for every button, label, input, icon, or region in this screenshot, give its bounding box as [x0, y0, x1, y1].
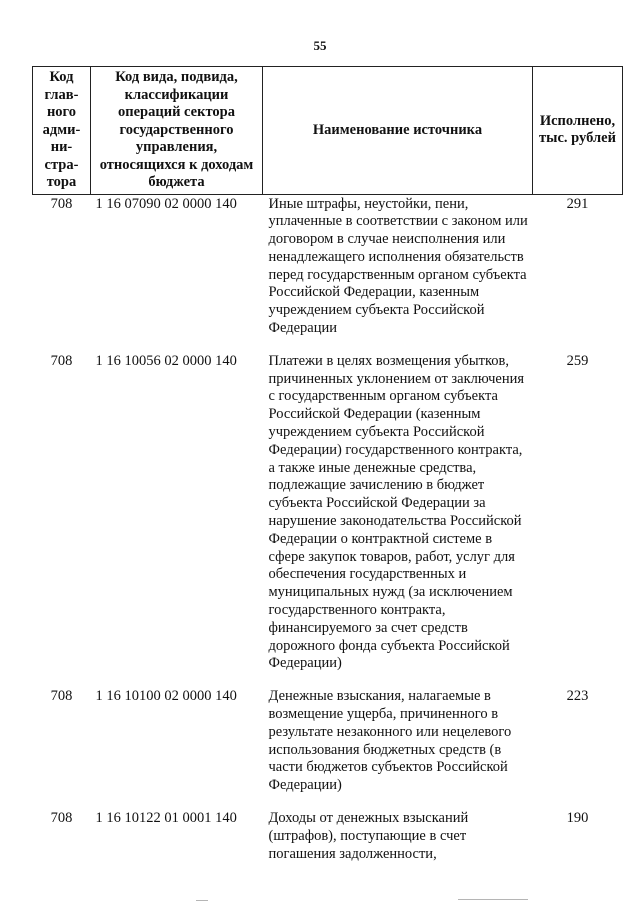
cell-executed: 223	[566, 688, 589, 705]
table-row	[33, 194, 623, 353]
cell-type-code: 1 16 10056 02 0000 140	[95, 352, 237, 369]
cell-type-code: 1 16 10100 02 0000 140	[95, 688, 237, 705]
cell-source-name: Платежи в целях возмещения убытков, причиненных уклонением от заключения с государственным органом субъекта Российской Федерации (казенным учреждением субъекта Российской Федерации) государственного контракта, а также иные денежные средства, подлежащие зачислению в бюджет субъекта Российской Федерации за нарушение законодательства Российской Федерации о контрактной системе в сфере закупок товаров, работ, услуг для обеспечения государственных и муниципальных нужд (за исключением государственного контракта, финансируемого за счет средств дорожного фонда субъекта Российской Федерации)	[268, 352, 525, 672]
cell-source-name: Денежные взыскания, налагаемые в возмещение ущерба, причиненного в результате незаконного или нецелевого использования бюджетных средств (в части бюджетов субъектов Российской Федерации)	[268, 688, 512, 794]
header-executed: Исполнено, тыс. рублей	[533, 67, 623, 195]
scan-mark-left	[196, 900, 208, 901]
cell-admin-code: 708	[50, 195, 73, 212]
table-row	[33, 810, 623, 863]
cell-executed: 259	[566, 352, 589, 369]
cell-admin-code: 708	[50, 352, 73, 369]
cell-executed: 291	[566, 195, 589, 212]
cell-source-name: Иные штрафы, неустойки, пени, уплаченные в соответствии с законом или договором в случае неисполнения или ненадлежащего исполнения обязательств перед государственным органом субъекта Российской Федерации, казенным учреждением субъекта Российской Федерации	[268, 195, 528, 337]
table-row	[33, 353, 623, 688]
cell-admin-code: 708	[50, 810, 73, 826]
cell-admin-code: 708	[50, 688, 73, 705]
cell-executed: 190	[566, 810, 589, 826]
header-source-name: Наименование источника	[263, 67, 533, 195]
header-type-code: Код вида, подвида, классификации операций сектора государственного управления, относящихся к доходам бюджета	[91, 67, 263, 195]
cell-source-name: Доходы от денежных взысканий (штрафов), поступающие в счет погашения задолженности,	[268, 810, 469, 862]
scan-mark-right	[458, 899, 528, 900]
cell-type-code: 1 16 07090 02 0000 140	[95, 195, 237, 212]
table-row	[33, 688, 623, 810]
budget-revenue-table	[32, 66, 623, 863]
cell-type-code: 1 16 10122 01 0001 140	[95, 810, 237, 826]
table-header-row	[33, 67, 623, 195]
page-number: 55	[313, 38, 327, 53]
header-admin-code: Код глав-ного адми-ни-стра-тора	[33, 67, 91, 195]
